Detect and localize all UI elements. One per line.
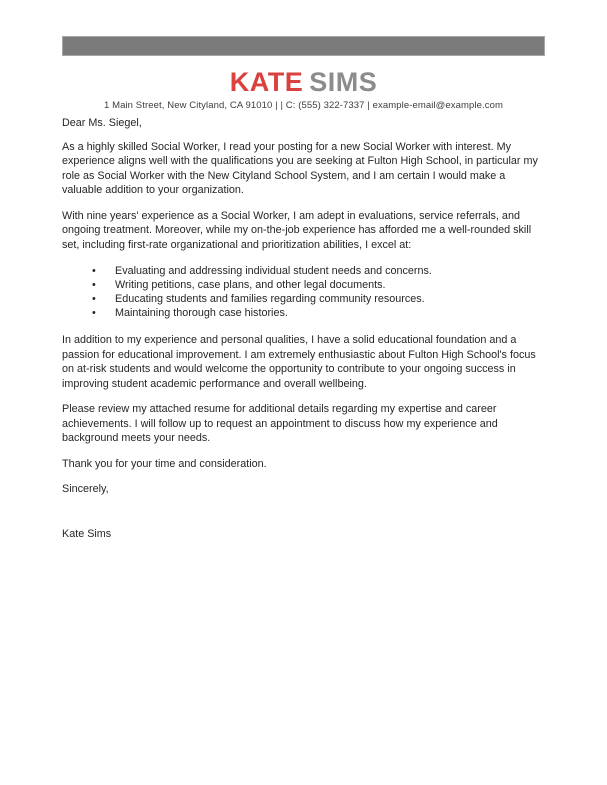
closing: Sincerely,: [62, 483, 109, 495]
candidate-name: [0, 68, 607, 98]
paragraph-experience: With nine years' experience as a Social Worker, I am adept in evaluations, service referrals, and ongoing treatment. Moreover, while my on-the-job experience has afforded me a well-rounded skill set, including first-rate organizational and prioritization abilities, I excel at:: [62, 209, 532, 251]
candidate-last-name: SIMS: [309, 67, 378, 97]
list-item: [92, 306, 545, 320]
paragraph-intro: As a highly skilled Social Worker, I read your posting for a new Social Worker with interest. My experience aligns well with the qualifications you are seeking at Fulton High School, in particular my role as Social Worker with the New Cityland School System, and I am certain I would make a valuable addition to your organization.: [62, 140, 538, 196]
paragraph-follow-up: Please review my attached resume for additional details regarding my expertise and career achievements. I will follow up to request an appointment to discuss how my experience and background meets your needs.: [62, 403, 498, 444]
list-item: [92, 278, 545, 292]
list-item-text: Writing petitions, case plans, and other legal documents.: [115, 279, 386, 291]
skills-list: [62, 264, 545, 320]
signature: Kate Sims: [62, 527, 112, 540]
contact-line: 1 Main Street, New Cityland, CA 91010 | | C: (555) 322-7337 | example-email@example.com: [103, 100, 504, 111]
list-item: [92, 292, 545, 306]
bullet-icon: •: [92, 293, 96, 305]
list-item-text: Evaluating and addressing individual student needs and concerns.: [115, 265, 432, 277]
bullet-icon: •: [92, 307, 96, 319]
salutation: Dear Ms. Siegel,: [62, 117, 142, 129]
paragraph-thanks: Thank you for your time and consideration.: [62, 457, 267, 470]
bullet-icon: •: [92, 279, 96, 291]
candidate-first-name: KATE: [229, 67, 304, 97]
list-item: [92, 264, 545, 278]
list-item-text: Maintaining thorough case histories.: [115, 307, 288, 319]
list-item-text: Educating students and families regarding community resources.: [115, 293, 425, 305]
header-bar: [62, 36, 545, 56]
paragraph-education: In addition to my experience and personal qualities, I have a solid educational foundation and a passion for educational improvement. I am extremely enthusiastic about Fulton High School's focus on at-risk students and would welcome the opportunity to contribute to your ongoing success in improving student academic performance and overall wellbeing.: [62, 334, 536, 390]
letter-body: [62, 116, 545, 541]
bullet-icon: •: [92, 265, 96, 277]
